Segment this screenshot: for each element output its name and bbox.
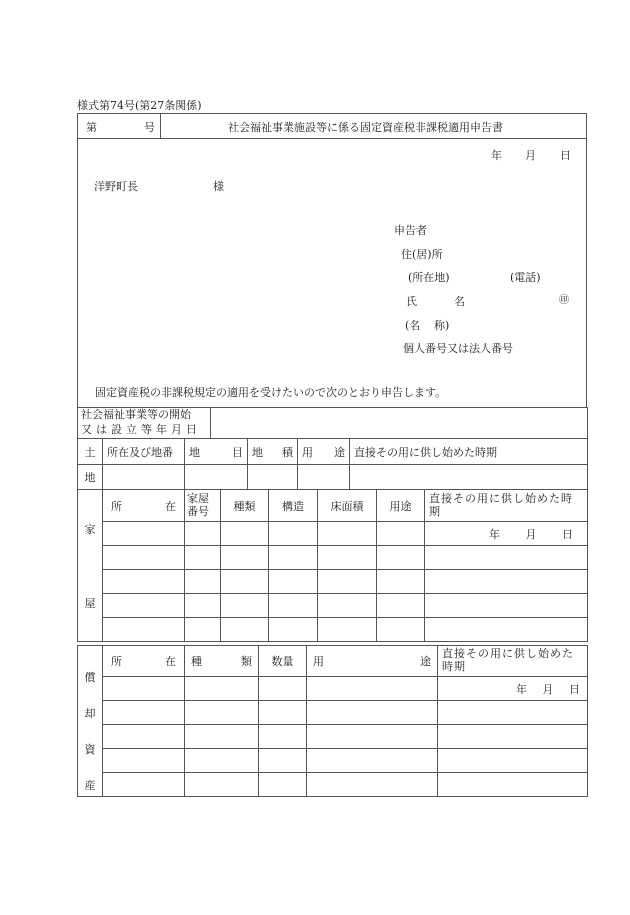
depreciable-cell[interactable] bbox=[438, 749, 588, 773]
depreciable-cell[interactable] bbox=[103, 749, 185, 773]
depreciable-date-day: 日 bbox=[569, 682, 580, 696]
land-cell[interactable] bbox=[350, 465, 588, 490]
land-label-2: 地 bbox=[78, 465, 103, 490]
depreciable-cell[interactable] bbox=[185, 773, 259, 797]
date-day: 日 bbox=[560, 149, 571, 162]
house-cell[interactable] bbox=[269, 522, 318, 546]
depreciable-date-year: 年 bbox=[516, 682, 527, 696]
land-col-use-1: 用 bbox=[302, 445, 313, 459]
house-cell[interactable] bbox=[269, 594, 318, 618]
house-cell[interactable] bbox=[318, 594, 377, 618]
house-cell[interactable] bbox=[221, 522, 269, 546]
house-label bbox=[78, 490, 103, 642]
house-cell[interactable] bbox=[377, 570, 425, 594]
house-cell[interactable] bbox=[318, 570, 377, 594]
house-cell[interactable] bbox=[377, 522, 425, 546]
applicant-name-2: 名 bbox=[454, 295, 465, 308]
house-label-1: 家 bbox=[84, 522, 96, 536]
house-cell[interactable] bbox=[269, 618, 318, 642]
start-date-label bbox=[78, 408, 211, 439]
house-col-floor-area: 床面積 bbox=[318, 490, 377, 522]
date-month: 月 bbox=[525, 149, 536, 162]
depreciable-cell[interactable] bbox=[259, 749, 307, 773]
depreciable-date-month: 月 bbox=[542, 682, 554, 696]
house-cell[interactable] bbox=[425, 594, 588, 618]
depreciable-col-type-2: 類 bbox=[241, 655, 252, 668]
applicant-title-1: (名 bbox=[405, 319, 421, 332]
depreciable-cell[interactable] bbox=[185, 725, 259, 749]
depreciable-cell[interactable] bbox=[259, 701, 307, 725]
house-cell[interactable] bbox=[185, 546, 221, 570]
house-cell[interactable] bbox=[221, 594, 269, 618]
house-cell[interactable] bbox=[377, 546, 425, 570]
applicant-title-2: 称) bbox=[434, 319, 450, 332]
start-date-table bbox=[77, 407, 588, 439]
depreciable-cell[interactable] bbox=[185, 677, 259, 701]
house-date-day: 日 bbox=[562, 527, 573, 541]
form-title: 社会福祉事業施設等に係る固定資産税非課税適用申告書 bbox=[228, 121, 503, 134]
depreciable-cell[interactable] bbox=[307, 725, 438, 749]
depreciable-col-type-1: 種 bbox=[191, 655, 202, 668]
depreciable-col-location bbox=[103, 646, 185, 677]
house-cell[interactable] bbox=[377, 594, 425, 618]
statement: 固定資産税の非課税規定の適用を受けたいので次のとおり申告します。 bbox=[95, 386, 447, 399]
start-date-label-line-1: 社会福祉事業等の開始 bbox=[81, 408, 191, 422]
depreciable-cell[interactable] bbox=[259, 725, 307, 749]
depreciable-cell[interactable] bbox=[438, 773, 588, 797]
depreciable-cell[interactable] bbox=[307, 749, 438, 773]
land-cell[interactable] bbox=[248, 465, 298, 490]
depreciable-cell[interactable] bbox=[103, 725, 185, 749]
applicant-heading: 申告者 bbox=[394, 224, 427, 237]
number-label-1: 第 bbox=[86, 121, 97, 134]
land-cell[interactable] bbox=[103, 465, 185, 490]
addressee-honorific: 様 bbox=[213, 180, 224, 193]
applicant-phone: (電話) bbox=[510, 271, 541, 284]
depreciable-label bbox=[78, 646, 103, 797]
house-label-2: 屋 bbox=[84, 596, 96, 610]
depreciable-col-use-2: 途 bbox=[420, 655, 431, 668]
house-cell[interactable] bbox=[185, 594, 221, 618]
title-box bbox=[77, 113, 587, 139]
land-col-use-2: 途 bbox=[334, 445, 345, 459]
number-label-2: 号 bbox=[144, 121, 155, 134]
house-col-location bbox=[103, 490, 185, 522]
applicant-address: 住(居)所 bbox=[401, 248, 443, 261]
addressee-name: 洋野町長 bbox=[94, 180, 138, 193]
depreciable-cell[interactable] bbox=[438, 725, 588, 749]
house-cell[interactable] bbox=[103, 522, 185, 546]
depreciable-label-3: 資 bbox=[84, 743, 96, 757]
house-cell[interactable] bbox=[103, 546, 185, 570]
house-cell[interactable] bbox=[221, 546, 269, 570]
depreciable-start-date[interactable] bbox=[438, 677, 588, 701]
house-cell[interactable] bbox=[103, 594, 185, 618]
depreciable-label-4: 産 bbox=[84, 779, 96, 793]
depreciable-cell[interactable] bbox=[307, 677, 438, 701]
house-col-structure: 構造 bbox=[269, 490, 318, 522]
house-cell[interactable] bbox=[221, 570, 269, 594]
house-table bbox=[77, 489, 588, 642]
depreciable-cell[interactable] bbox=[103, 701, 185, 725]
depreciable-col-type bbox=[185, 646, 259, 677]
house-col-location-1: 所 bbox=[111, 499, 122, 513]
land-table bbox=[77, 438, 588, 490]
start-date-value[interactable] bbox=[211, 408, 588, 439]
title-divider bbox=[160, 114, 161, 138]
house-cell[interactable] bbox=[318, 618, 377, 642]
house-col-house-number: 家屋番号 bbox=[185, 490, 221, 522]
house-col-start: 直接その用に供し始めた時期 bbox=[425, 490, 588, 522]
house-cell[interactable] bbox=[103, 570, 185, 594]
applicant-name-1: 氏 bbox=[406, 295, 417, 308]
depreciable-col-use bbox=[307, 646, 438, 677]
land-col-start: 直接その用に供し始めた時期 bbox=[350, 439, 588, 465]
depreciable-col-start: 直接その用に供し始めた時期 bbox=[438, 646, 588, 677]
depreciable-col-location-1: 所 bbox=[111, 655, 122, 668]
house-cell[interactable] bbox=[185, 570, 221, 594]
house-cell[interactable] bbox=[103, 618, 185, 642]
house-cell[interactable] bbox=[318, 522, 377, 546]
date-year: 年 bbox=[491, 149, 502, 162]
house-cell[interactable] bbox=[425, 570, 588, 594]
house-cell[interactable] bbox=[425, 546, 588, 570]
land-col-area bbox=[248, 439, 298, 465]
depreciable-cell[interactable] bbox=[259, 773, 307, 797]
land-col-location: 所在及び地番 bbox=[103, 439, 185, 465]
house-date-month: 月 bbox=[525, 527, 537, 541]
seal-mark: ㊞ bbox=[559, 295, 569, 306]
house-col-use: 用途 bbox=[377, 490, 425, 522]
land-col-area-1: 地 bbox=[252, 445, 263, 459]
house-cell[interactable] bbox=[425, 618, 588, 642]
depreciable-label-1: 償 bbox=[84, 670, 96, 684]
depreciable-cell[interactable] bbox=[185, 701, 259, 725]
depreciable-cell[interactable] bbox=[103, 677, 185, 701]
applicant-location: (所在地) bbox=[408, 271, 450, 284]
depreciable-cell[interactable] bbox=[307, 701, 438, 725]
depreciable-cell[interactable] bbox=[307, 773, 438, 797]
depreciable-col-location-2: 在 bbox=[165, 655, 176, 668]
land-col-area-2: 積 bbox=[282, 445, 293, 459]
house-start-date[interactable] bbox=[425, 522, 588, 546]
house-cell[interactable] bbox=[377, 618, 425, 642]
house-cell[interactable] bbox=[269, 570, 318, 594]
depreciable-cell[interactable] bbox=[438, 701, 588, 725]
land-cell[interactable] bbox=[185, 465, 248, 490]
depreciable-cell[interactable] bbox=[259, 677, 307, 701]
house-date-year: 年 bbox=[489, 527, 500, 541]
house-cell[interactable] bbox=[269, 546, 318, 570]
depreciable-cell[interactable] bbox=[103, 773, 185, 797]
land-col-category bbox=[185, 439, 248, 465]
land-col-category-1: 地 bbox=[189, 445, 200, 459]
depreciable-label-2: 却 bbox=[84, 706, 96, 720]
land-col-use bbox=[298, 439, 350, 465]
depreciable-cell[interactable] bbox=[185, 749, 259, 773]
application-body bbox=[77, 138, 587, 408]
land-col-category-2: 目 bbox=[232, 445, 243, 459]
form-label: 様式第74号(第27条関係) bbox=[77, 99, 202, 112]
land-cell[interactable] bbox=[298, 465, 350, 490]
start-date-label-line-2: 又は設立等年月日 bbox=[81, 423, 201, 436]
house-col-type: 種類 bbox=[221, 490, 269, 522]
house-cell[interactable] bbox=[185, 522, 221, 546]
land-label-1: 土 bbox=[78, 439, 103, 465]
applicant-id-number: 個人番号又は法人番号 bbox=[403, 342, 513, 355]
depreciable-col-quantity: 数量 bbox=[259, 646, 307, 677]
depreciable-col-use-1: 用 bbox=[313, 655, 324, 668]
depreciable-table bbox=[77, 645, 588, 797]
house-col-location-2: 在 bbox=[165, 499, 176, 513]
house-cell[interactable] bbox=[221, 618, 269, 642]
house-cell[interactable] bbox=[318, 546, 377, 570]
house-cell[interactable] bbox=[185, 618, 221, 642]
